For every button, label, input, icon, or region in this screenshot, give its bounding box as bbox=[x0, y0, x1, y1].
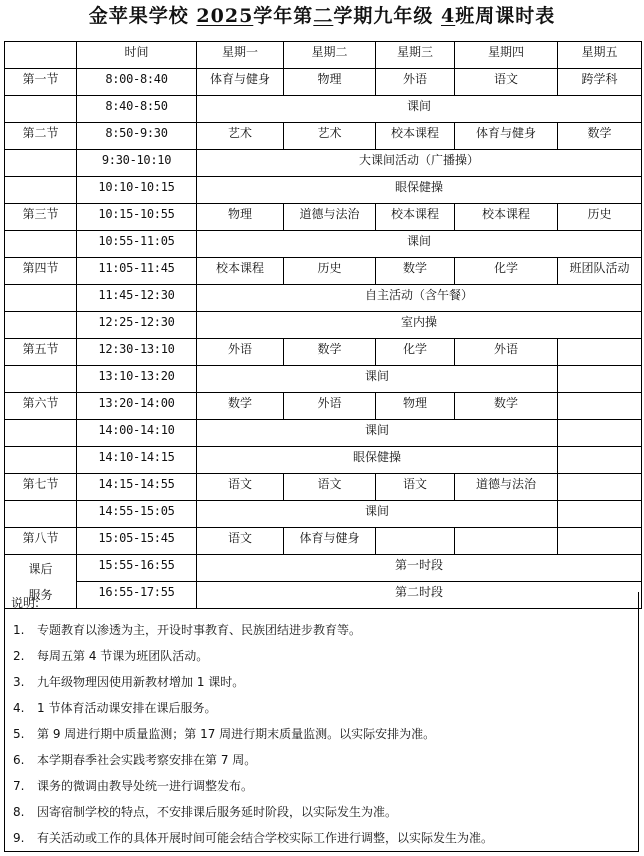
header-cell-thu: 星期四 bbox=[455, 42, 558, 69]
after-school-label-line1: 课后 bbox=[28, 562, 53, 576]
note-text: 九年级物理因使用新教材增加 1 课时。 bbox=[37, 675, 245, 689]
time-cell: 8:40-8:50 bbox=[77, 96, 197, 123]
school-name: 金苹果学校 bbox=[88, 5, 189, 27]
header-cell-mon: 星期一 bbox=[197, 42, 284, 69]
subject-cell: 艺术 bbox=[197, 123, 284, 150]
subject-cell: 历史 bbox=[284, 258, 376, 285]
note-number: 4. bbox=[13, 701, 25, 715]
time-cell: 13:10-13:20 bbox=[77, 366, 197, 393]
break-activity: 眼保健操 bbox=[197, 177, 642, 204]
notes-heading: 说明: bbox=[11, 596, 40, 610]
break-row bbox=[5, 231, 642, 258]
subject-cell: 体育与健身 bbox=[284, 528, 376, 555]
subject-cell: 校本课程 bbox=[455, 204, 558, 231]
note-text: 第 9 周进行期中质量监测；第 17 周进行期末质量监测。以实际安排为准。 bbox=[37, 727, 436, 741]
lesson-row bbox=[5, 258, 642, 285]
empty-cell bbox=[558, 366, 642, 393]
time-cell: 9:30-10:10 bbox=[77, 150, 197, 177]
lesson-row bbox=[5, 69, 642, 96]
time-cell: 8:00-8:40 bbox=[77, 69, 197, 96]
period-label bbox=[5, 285, 77, 312]
page-title bbox=[0, 4, 644, 28]
time-cell: 11:05-11:45 bbox=[77, 258, 197, 285]
time-cell: 14:10-14:15 bbox=[77, 447, 197, 474]
time-cell: 8:50-9:30 bbox=[77, 123, 197, 150]
note-text: 每周五第 4 节课为班团队活动。 bbox=[37, 649, 209, 663]
subject-cell: 班团队活动 bbox=[558, 258, 642, 285]
break-activity: 课间 bbox=[197, 231, 642, 258]
subject-cell: 语文 bbox=[284, 474, 376, 501]
break-activity: 课间 bbox=[197, 420, 558, 447]
subject-cell: 语文 bbox=[197, 528, 284, 555]
lesson-row bbox=[5, 393, 642, 420]
period-label: 第五节 bbox=[5, 339, 77, 366]
title-text: 学年第 bbox=[253, 5, 314, 27]
empty-cell bbox=[558, 420, 642, 447]
subject-cell: 数学 bbox=[558, 123, 642, 150]
break-activity: 课间 bbox=[197, 501, 558, 528]
break-row bbox=[5, 501, 642, 528]
break-row bbox=[5, 366, 642, 393]
break-activity: 课间 bbox=[197, 366, 558, 393]
break-row bbox=[5, 312, 642, 339]
after-school-slot: 第一时段 bbox=[197, 555, 642, 582]
subject-cell: 体育与健身 bbox=[197, 69, 284, 96]
title-text: 学期九年级 bbox=[333, 5, 434, 27]
subject-cell: 校本课程 bbox=[376, 123, 455, 150]
subject-cell: 语文 bbox=[376, 474, 455, 501]
header-cell-wed: 星期三 bbox=[376, 42, 455, 69]
break-activity: 大课间活动（广播操） bbox=[197, 150, 642, 177]
notes-section bbox=[4, 592, 639, 852]
period-label: 第六节 bbox=[5, 393, 77, 420]
subject-cell: 物理 bbox=[376, 393, 455, 420]
lesson-row bbox=[5, 528, 642, 555]
note-item bbox=[13, 673, 244, 690]
period-label bbox=[5, 366, 77, 393]
note-text: 专题教育以渗透为主，开设时事教育、民族团结进步教育等。 bbox=[37, 623, 362, 637]
period-label bbox=[5, 501, 77, 528]
subject-cell: 历史 bbox=[558, 204, 642, 231]
subject-cell: 数学 bbox=[284, 339, 376, 366]
period-label: 第七节 bbox=[5, 474, 77, 501]
subject-cell bbox=[376, 528, 455, 555]
note-item bbox=[13, 647, 208, 664]
time-cell: 13:20-14:00 bbox=[77, 393, 197, 420]
subject-cell bbox=[558, 474, 642, 501]
note-number: 1. bbox=[13, 623, 25, 637]
note-item bbox=[13, 725, 435, 742]
note-number: 8. bbox=[13, 805, 25, 819]
time-cell: 10:15-10:55 bbox=[77, 204, 197, 231]
subject-cell: 外语 bbox=[197, 339, 284, 366]
lesson-row bbox=[5, 339, 642, 366]
header-row bbox=[5, 42, 642, 69]
note-number: 5. bbox=[13, 727, 25, 741]
break-row bbox=[5, 447, 642, 474]
note-item bbox=[13, 777, 253, 794]
note-text: 本学期春季社会实践考察安排在第 7 周。 bbox=[37, 753, 257, 767]
note-item bbox=[13, 699, 216, 716]
after-school-row bbox=[5, 555, 642, 582]
empty-cell bbox=[558, 501, 642, 528]
note-number: 9. bbox=[13, 831, 25, 845]
note-item bbox=[13, 803, 397, 820]
subject-cell: 物理 bbox=[197, 204, 284, 231]
title-text: 班周课时表 bbox=[455, 5, 556, 27]
time-cell: 14:15-14:55 bbox=[77, 474, 197, 501]
subject-cell: 外语 bbox=[284, 393, 376, 420]
note-text: 课务的微调由教导处统一进行调整发布。 bbox=[37, 779, 254, 793]
subject-cell: 物理 bbox=[284, 69, 376, 96]
subject-cell: 校本课程 bbox=[197, 258, 284, 285]
subject-cell: 化学 bbox=[455, 258, 558, 285]
term-number: 二 bbox=[313, 5, 334, 27]
period-label bbox=[5, 96, 77, 123]
time-cell: 12:30-13:10 bbox=[77, 339, 197, 366]
subject-cell bbox=[558, 528, 642, 555]
period-label bbox=[5, 312, 77, 339]
break-row bbox=[5, 420, 642, 447]
time-cell: 12:25-12:30 bbox=[77, 312, 197, 339]
note-item bbox=[13, 751, 256, 768]
subject-cell: 数学 bbox=[197, 393, 284, 420]
subject-cell: 道德与法治 bbox=[455, 474, 558, 501]
time-cell: 15:55-16:55 bbox=[77, 555, 197, 582]
period-label: 第二节 bbox=[5, 123, 77, 150]
subject-cell: 道德与法治 bbox=[284, 204, 376, 231]
time-cell: 14:00-14:10 bbox=[77, 420, 197, 447]
lesson-row bbox=[5, 474, 642, 501]
empty-cell bbox=[558, 447, 642, 474]
note-text: 1 节体育活动课安排在课后服务。 bbox=[37, 701, 217, 715]
break-row bbox=[5, 96, 642, 123]
subject-cell bbox=[558, 393, 642, 420]
period-label bbox=[5, 447, 77, 474]
subject-cell: 语文 bbox=[197, 474, 284, 501]
break-row bbox=[5, 177, 642, 204]
header-cell-fri: 星期五 bbox=[558, 42, 642, 69]
subject-cell: 外语 bbox=[455, 339, 558, 366]
after-school-label-line2: 服务 bbox=[28, 588, 53, 602]
lesson-row bbox=[5, 123, 642, 150]
subject-cell bbox=[558, 339, 642, 366]
subject-cell: 数学 bbox=[455, 393, 558, 420]
period-label: 第一节 bbox=[5, 69, 77, 96]
timetable bbox=[4, 41, 642, 609]
subject-cell: 艺术 bbox=[284, 123, 376, 150]
lesson-row bbox=[5, 204, 642, 231]
break-activity: 自主活动（含午餐） bbox=[197, 285, 642, 312]
note-item bbox=[13, 621, 361, 638]
time-cell: 15:05-15:45 bbox=[77, 528, 197, 555]
period-label: 第四节 bbox=[5, 258, 77, 285]
class-number: 4 bbox=[440, 5, 456, 27]
break-activity: 眼保健操 bbox=[197, 447, 558, 474]
break-activity: 室内操 bbox=[197, 312, 642, 339]
subject-cell: 外语 bbox=[376, 69, 455, 96]
time-cell: 11:45-12:30 bbox=[77, 285, 197, 312]
period-label bbox=[5, 420, 77, 447]
period-label bbox=[5, 150, 77, 177]
subject-cell: 跨学科 bbox=[558, 69, 642, 96]
note-number: 2. bbox=[13, 649, 25, 663]
subject-cell: 语文 bbox=[455, 69, 558, 96]
period-label: 第三节 bbox=[5, 204, 77, 231]
header-cell bbox=[5, 42, 77, 69]
note-item bbox=[13, 829, 493, 846]
header-cell-time: 时间 bbox=[77, 42, 197, 69]
subject-cell bbox=[455, 528, 558, 555]
subject-cell: 数学 bbox=[376, 258, 455, 285]
header-cell-tue: 星期二 bbox=[284, 42, 376, 69]
subject-cell: 校本课程 bbox=[376, 204, 455, 231]
period-label bbox=[5, 177, 77, 204]
after-school-slot: 第二时段 bbox=[197, 582, 642, 609]
school-year: 2025 bbox=[196, 5, 254, 27]
time-cell: 14:55-15:05 bbox=[77, 501, 197, 528]
note-number: 7. bbox=[13, 779, 25, 793]
note-number: 6. bbox=[13, 753, 25, 767]
break-activity: 课间 bbox=[197, 96, 642, 123]
break-row bbox=[5, 150, 642, 177]
note-text: 有关活动或工作的具体开展时间可能会结合学校实际工作进行调整，以实际发生为准。 bbox=[37, 831, 494, 845]
period-label: 第八节 bbox=[5, 528, 77, 555]
time-cell: 10:55-11:05 bbox=[77, 231, 197, 258]
time-cell: 10:10-10:15 bbox=[77, 177, 197, 204]
note-text: 因寄宿制学校的特点，不安排课后服务延时阶段，以实际发生为准。 bbox=[37, 805, 398, 819]
subject-cell: 体育与健身 bbox=[455, 123, 558, 150]
break-row bbox=[5, 285, 642, 312]
subject-cell: 化学 bbox=[376, 339, 455, 366]
time-cell: 16:55-17:55 bbox=[77, 582, 197, 609]
note-number: 3. bbox=[13, 675, 25, 689]
period-label bbox=[5, 231, 77, 258]
